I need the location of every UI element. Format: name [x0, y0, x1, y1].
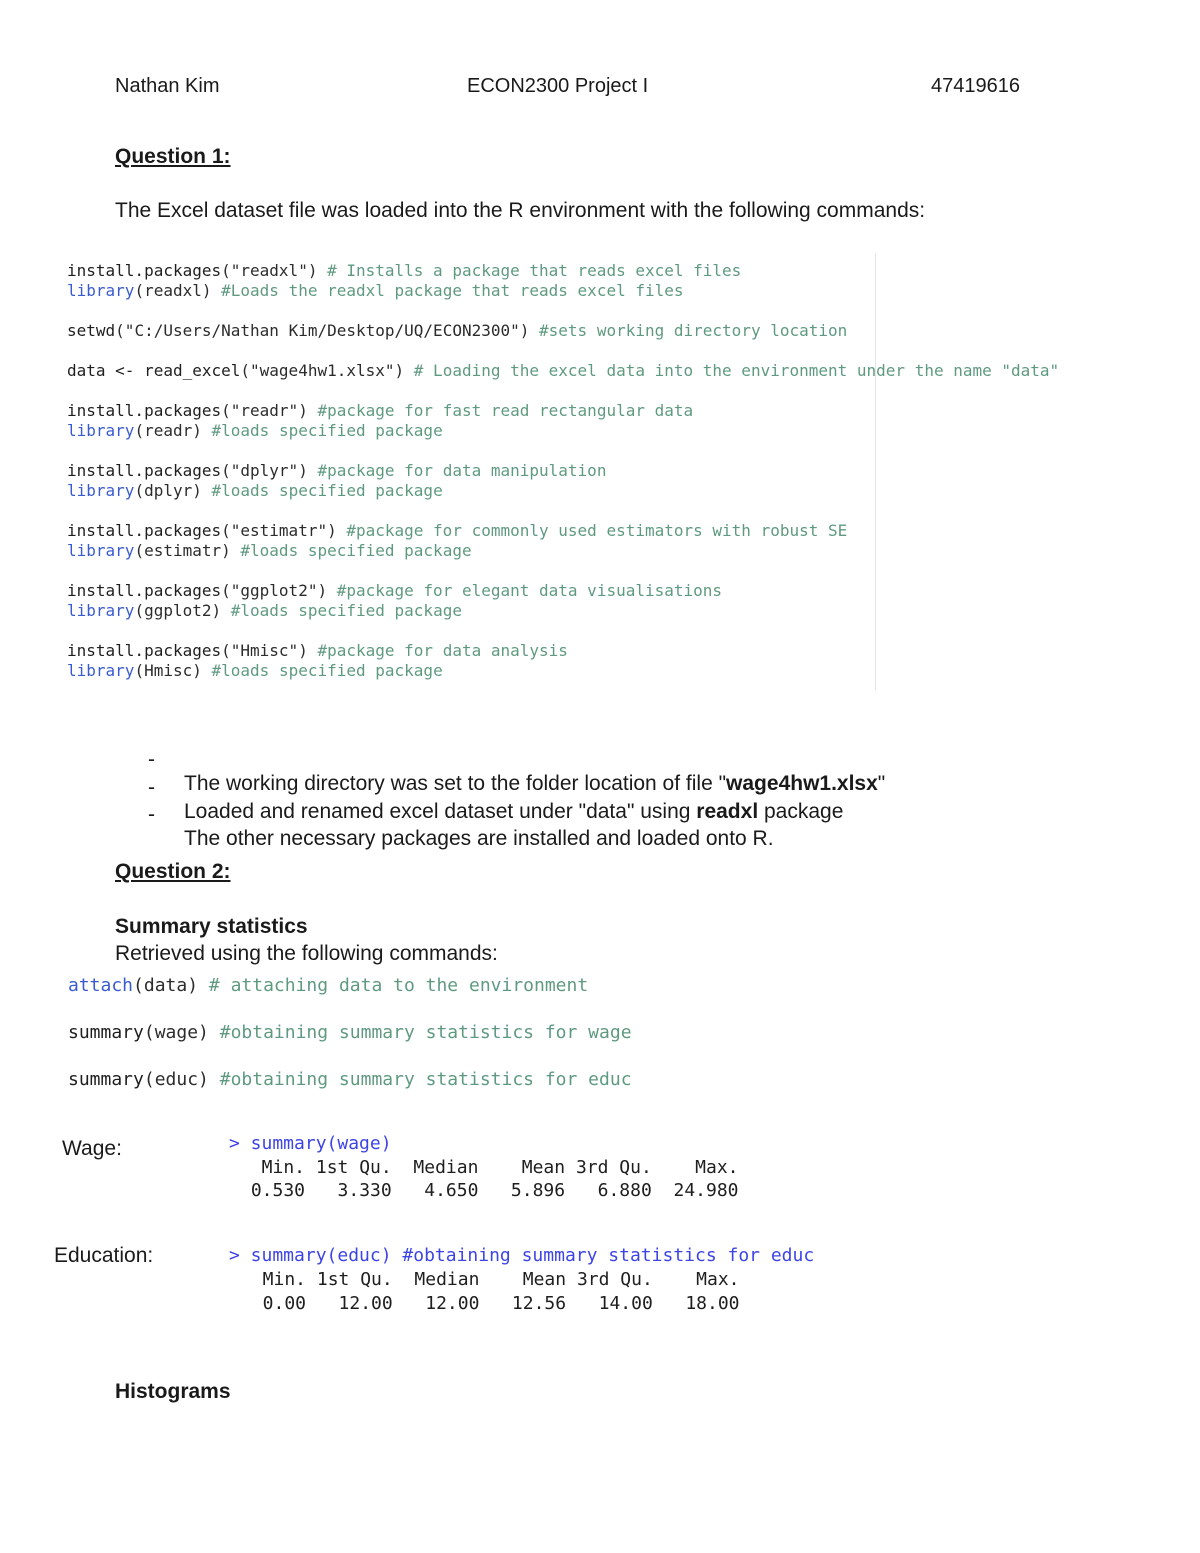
- question-2-heading: Question 2:: [115, 860, 231, 883]
- header-course: ECON2300 Project I: [467, 75, 649, 97]
- code-line: library(dplyr) #loads specified package: [67, 481, 443, 500]
- bullet-item: - Loaded and renamed excel dataset under "data" using readxl package: [148, 776, 844, 823]
- bullet-dash: -: [148, 803, 155, 826]
- command-line: summary(wage) #obtaining summary statistics for wage: [68, 1022, 632, 1043]
- header-author: Nathan Kim: [115, 75, 220, 97]
- wage-label: Wage:: [62, 1137, 122, 1160]
- wage-summary-header: Min. 1st Qu. Median Mean 3rd Qu. Max.: [240, 1157, 750, 1178]
- code-line: setwd("C:/Users/Nathan Kim/Desktop/UQ/ECON2300") #sets working directory location: [67, 321, 848, 340]
- code-line: install.packages("estimatr") #package for commonly used estimators with robust SE: [67, 521, 848, 540]
- code-line: install.packages("readxl") # Installs a package that reads excel files: [67, 261, 742, 280]
- wage-console-prompt: > summary(wage): [229, 1133, 392, 1154]
- bullet-dash: -: [148, 748, 155, 771]
- code-line: library(estimatr) #loads specified package: [67, 541, 472, 560]
- question-1-intro: The Excel dataset file was loaded into the R environment with the following commands:: [115, 199, 926, 222]
- code-line: library(readxl) #Loads the readxl package that reads excel files: [67, 281, 684, 300]
- code-line: library(readr) #loads specified package: [67, 421, 443, 440]
- summary-statistics-title: Summary statistics: [115, 915, 308, 938]
- question-1-heading: Question 1:: [115, 145, 231, 168]
- code-line: library(Hmisc) #loads specified package: [67, 661, 443, 680]
- wage-summary-values: 0.530 3.330 4.650 5.896 6.880 24.980: [240, 1180, 750, 1201]
- education-label: Education:: [54, 1244, 154, 1267]
- educ-console-prompt: > summary(educ) #obtaining summary statistics for educ: [229, 1245, 815, 1266]
- educ-summary-values: 0.00 12.00 12.00 12.56 14.00 18.00: [241, 1293, 751, 1314]
- code-line: data <- read_excel("wage4hw1.xlsx") # Loading the excel data into the environment under the name "data": [67, 361, 1060, 380]
- code-screenshot: [60, 253, 1060, 690]
- command-line: summary(educ) #obtaining summary statistics for educ: [68, 1069, 632, 1090]
- code-line: install.packages("dplyr") #package for data manipulation: [67, 461, 607, 480]
- educ-summary-header: Min. 1st Qu. Median Mean 3rd Qu. Max.: [241, 1269, 751, 1290]
- bullet-item: - The working directory was set to the folder location of file "wage4hw1.xlsx": [148, 748, 886, 795]
- command-line: attach(data) # attaching data to the environment: [68, 975, 589, 996]
- histograms-title: Histograms: [115, 1380, 231, 1403]
- code-line: install.packages("Hmisc") #package for data analysis: [67, 641, 568, 660]
- bullet-item: - The other necessary packages are installed and loaded onto R.: [148, 803, 774, 850]
- code-line: install.packages("readr") #package for fast read rectangular data: [67, 401, 694, 420]
- header-student-id: 47419616: [931, 75, 1020, 97]
- code-line: library(ggplot2) #loads specified package: [67, 601, 462, 620]
- code-line: install.packages("ggplot2") #package for elegant data visualisations: [67, 581, 723, 600]
- bullet-dash: -: [148, 776, 155, 799]
- summary-statistics-intro: Retrieved using the following commands:: [115, 942, 498, 965]
